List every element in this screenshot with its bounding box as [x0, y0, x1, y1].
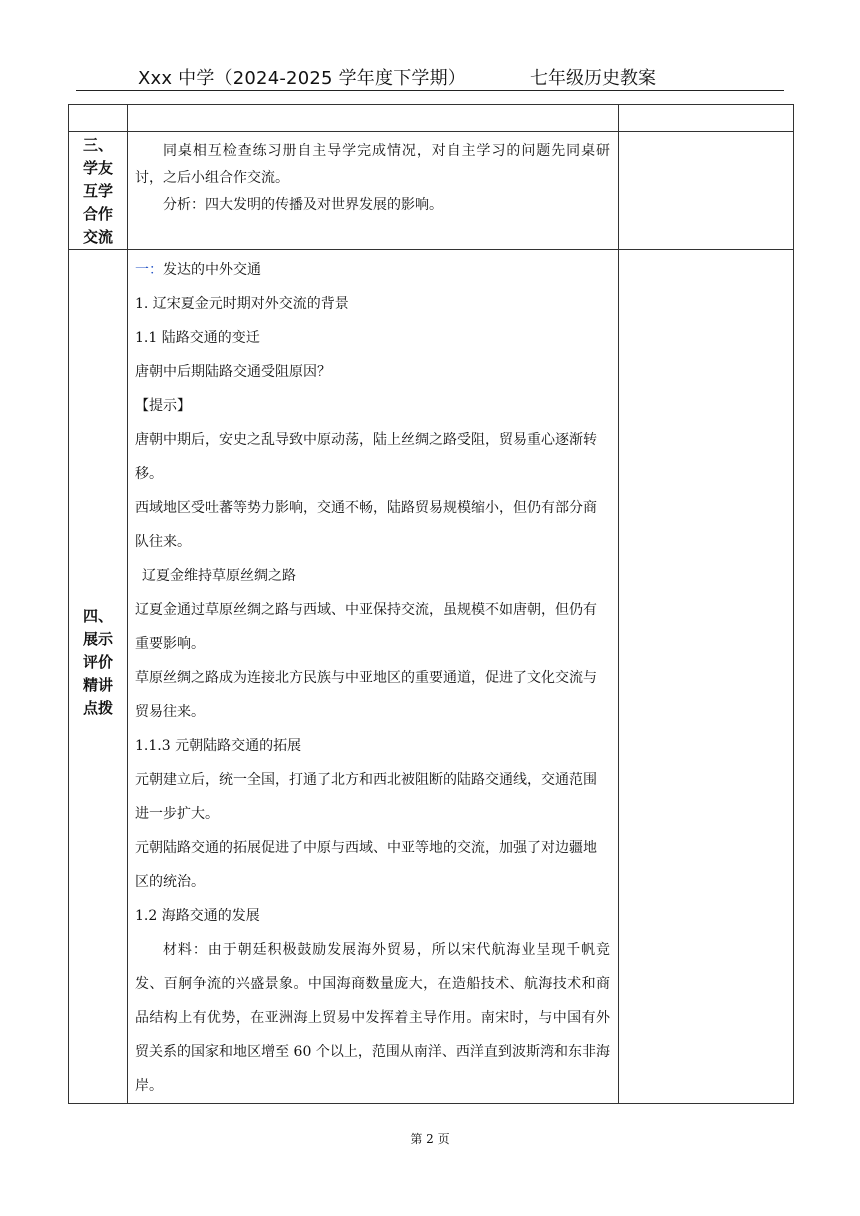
notes-cell — [619, 132, 794, 250]
section-4-label — [69, 250, 127, 720]
subheading: 1.1.3 元朝陆路交通的拓展 — [135, 738, 302, 754]
paragraph: 元朝陆路交通的拓展促进了中原与西域、中亚等地的交流，加强了对边疆地区的统治。 — [135, 840, 597, 890]
subheading: 辽夏金维持草原丝绸之路 — [142, 568, 296, 584]
header-school: Xxx 中学（2024-2025 学年度下学期） — [138, 68, 466, 89]
table-row-section-3 — [69, 132, 794, 250]
empty-cell — [69, 105, 128, 132]
label-line: 精讲 — [82, 676, 113, 694]
paragraph: 元朝建立后，统一全国，打通了北方和西北被阻断的陆路交通线，交通范围进一步扩大。 — [135, 772, 597, 822]
label-line: 合作 — [82, 205, 113, 223]
label-line: 学友 — [82, 159, 113, 177]
section-3-content — [128, 132, 618, 219]
material-paragraph: 材料：由于朝廷积极鼓励发展海外贸易，所以宋代航海业呈现千帆竞发、百舸争流的兴盛景象。中国海商数量庞大，在造船技术、航海技术和商品结构上有优势，在亚洲海上贸易中发挥着主导作用。南宋时，与中国有外贸关系的国家和地区增至 60 个以上，范围从南洋、西洋直到波斯湾和东非海岸。 — [135, 942, 610, 1094]
paragraph: 分析：四大发明的传播及对世界发展的影响。 — [163, 197, 443, 213]
heading-prefix: 一： — [135, 262, 163, 278]
section-heading — [135, 253, 610, 287]
section-3-content-cell — [128, 132, 619, 250]
paragraph: 西域地区受吐蕃等势力影响，交通不畅，陆路贸易规模缩小，但仍有部分商队往来。 — [135, 500, 597, 550]
empty-cell — [128, 105, 619, 132]
section-4-content-cell — [128, 250, 619, 1104]
table-row-empty — [69, 105, 794, 132]
header-title: 七年级历史教案 — [530, 68, 656, 89]
label-line: 评价 — [82, 653, 113, 671]
paragraph: 唐朝中期后，安史之乱导致中原动荡，陆上丝绸之路受阻，贸易重心逐渐转移。 — [135, 432, 597, 482]
section-4-label-cell — [69, 250, 128, 1104]
paragraph: 草原丝绸之路成为连接北方民族与中亚地区的重要通道，促进了文化交流与贸易往来。 — [135, 670, 597, 720]
table-row-section-4 — [69, 250, 794, 1104]
empty-cell — [619, 105, 794, 132]
page-header — [76, 64, 784, 90]
subheading: 1.2 海路交通的发展 — [135, 908, 260, 924]
paragraph: 辽夏金通过草原丝绸之路与西域、中亚保持交流，虽规模不如唐朝，但仍有重要影响。 — [135, 602, 597, 652]
page-number: 第 2 页 — [410, 1132, 450, 1146]
label-line: 展示 — [82, 630, 113, 648]
header-rule — [76, 90, 784, 91]
paragraph: 同桌相互检查练习册自主导学完成情况，对自主学习的问题先同桌研讨，之后小组合作交流。 — [135, 143, 610, 186]
lesson-plan-table — [68, 104, 794, 1104]
section-3-label-cell — [69, 132, 128, 250]
question: 唐朝中后期陆路交通受阻原因？ — [135, 364, 331, 380]
section-3-label — [69, 132, 127, 249]
label-line: 点拨 — [82, 699, 113, 717]
notes-cell — [619, 250, 794, 1104]
label-line: 交流 — [82, 228, 113, 246]
label-line: 三、 — [82, 136, 113, 154]
subheading: 1.1 陆路交通的变迁 — [135, 330, 260, 346]
label-line: 互学 — [82, 182, 113, 200]
subheading: 1. 辽宋夏金元时期对外交流的背景 — [135, 296, 349, 312]
heading-text: 发达的中外交通 — [163, 262, 261, 278]
section-4-content — [128, 250, 618, 1103]
hint-label: 【提示】 — [135, 398, 191, 414]
label-line: 四、 — [82, 607, 113, 625]
